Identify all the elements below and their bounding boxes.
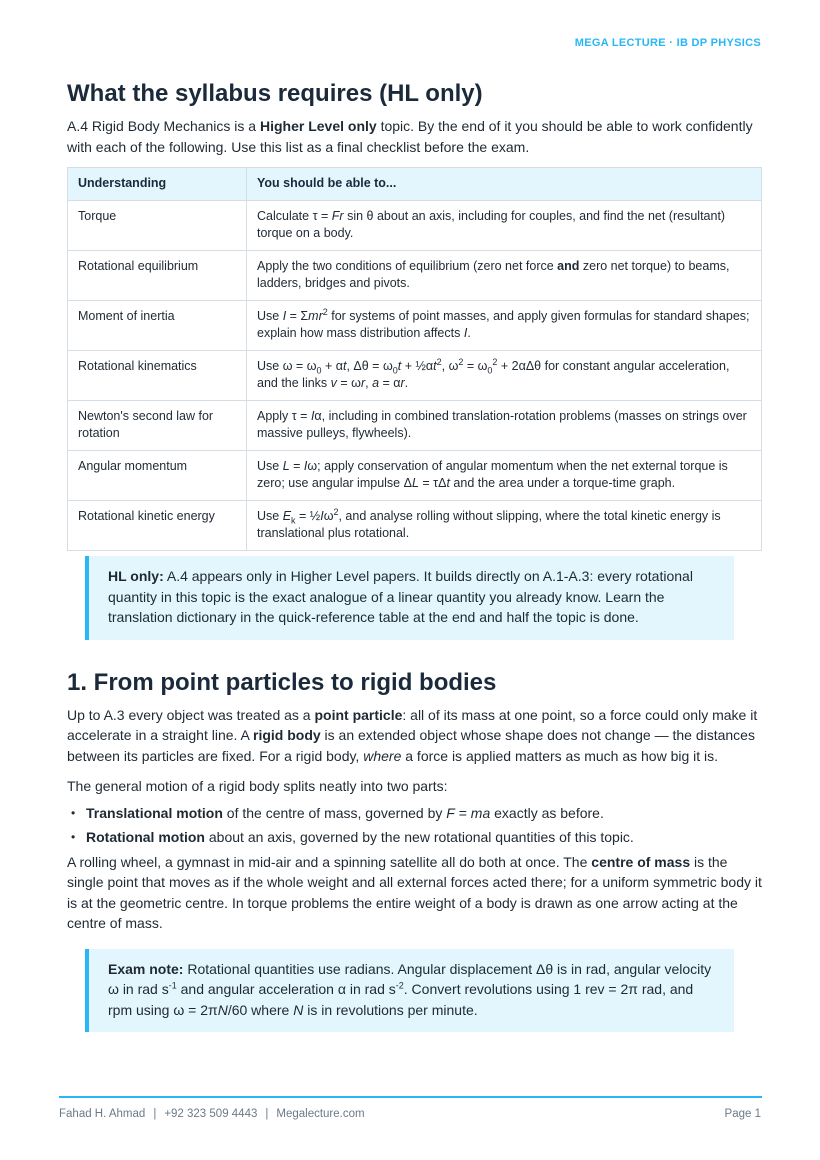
table-cell-topic: Moment of inertia — [68, 301, 247, 351]
table-cell-topic: Rotational kinetic energy — [68, 501, 247, 551]
table-row — [68, 501, 762, 551]
table-cell-topic: Rotational equilibrium — [68, 251, 247, 301]
table-header-row — [68, 168, 762, 201]
table-cell-requirement: Use I = Σmr$^2$ for systems of point masses, and apply given formulas for standard shapes; explain how mass distribution affects I. — [247, 301, 762, 351]
table-row — [68, 251, 762, 301]
table-cell-requirement: Use $\omega = \omega_0 + \alpha t$, $\Delta\theta = \omega_0t$ + $\frac{1}{2}\alpha t^2$, $\omega^2 = \omega_0^2 + 2\alpha\Delta\theta$ for constant angular acceleration, and the links v = ωr, a = αr. — [247, 351, 762, 401]
motion-list — [67, 803, 762, 848]
table-row — [68, 301, 762, 351]
table-cell-requirement: Apply the two conditions of equilibrium (zero net force and zero net torque) to beams, ladders, bridges and pivots. — [247, 251, 762, 301]
section-1-paragraph-3: A rolling wheel, a gymnast in mid-air and a spinning satellite all do both at once. The centre of mass is the single point that moves as if the whole weight and all external forces acted there; for a uniform symmetric body it is at the geometric centre. In torque problems the entire weight of a body is drawn as one arrow acting at the centre of mass. — [67, 853, 762, 931]
table-cell-topic: Torque — [68, 201, 247, 251]
section-1-heading: 1. From point particles to rigid bodies — [67, 668, 497, 696]
footer-page-number: Page 1 — [724, 1108, 761, 1120]
footer-site: Megalecture.com — [276, 1108, 365, 1120]
page-content — [67, 78, 762, 1032]
hl-only-callout: HL only: A.4 appears only in Higher Level papers. It builds directly on A.1-A.3: every rotational quantity in this topic is the exact analogue of a linear quantity you already know. Learn the translation dictionary in the quick-reference table at the end and half the topic is done. — [85, 556, 734, 640]
table-cell-topic: Rotational kinematics — [68, 351, 247, 401]
table-cell-topic: Angular momentum — [68, 451, 247, 501]
syllabus-table — [67, 167, 762, 551]
syllabus-heading: What the syllabus requires (HL only) — [67, 80, 483, 107]
footer-contact: Fahad H. Ahmad | +92 323 509 4443 | Megalecture.com — [59, 1108, 365, 1120]
exam-note-callout: Exam note: Rotational quantities use radians. Angular displacement Δθ is in rad, angular velocity ω in rad $s^{-1}$ and angular acceleration α in rad $s^{-2}$. Convert revolutions using 1 rev = 2π rad, and rpm using ω = 2πN/60 where N is in revolutions per minute. — [85, 949, 734, 1033]
table-cell-requirement: Use L = Iω; apply conservation of angular momentum when the net external torque is zero; use angular impulse ΔL = τΔt and the area under a torque-time graph. — [247, 451, 762, 501]
table-row — [68, 401, 762, 451]
section-1-paragraph-2: The general motion of a rigid body splits neatly into two parts: — [67, 778, 448, 794]
table-cell-requirement: Use $E_k$ = $\frac{1}{2}I\omega^2$, and analyse rolling without slipping, where the total kinetic energy is translational plus rotational. — [247, 501, 762, 551]
list-item: • Translational motion of the centre of mass, governed by F = ma exactly as before. — [67, 803, 762, 824]
table-row — [68, 351, 762, 401]
table-cell-topic: Newton's second law for rotation — [68, 401, 247, 451]
table-header-able-to: You should be able to... — [247, 168, 762, 201]
table-cell-requirement: Apply τ = Iα, including in combined translation-rotation problems (masses on strings over massive pulleys, flywheels). — [247, 401, 762, 451]
table-header-understanding: Understanding — [68, 168, 247, 201]
table-row — [68, 451, 762, 501]
header-brand: MEGA LECTURE · IB DP PHYSICS — [574, 37, 761, 49]
footer-divider — [59, 1096, 762, 1098]
section-1-paragraph-1: Up to A.3 every object was treated as a point particle: all of its mass at one point, so a force could only make it accelerate in a straight line. A rigid body is an extended object whose shape does not change — the distances between its particles are fixed. For a rigid body, where a force is applied matters as much as how big it is. — [67, 706, 758, 764]
syllabus-intro: A.4 Rigid Body Mechanics is a Higher Level only topic. By the end of it you should be able to work confidently with each of the following. Use this list as a final checklist before the exam. — [67, 118, 753, 155]
table-row — [68, 201, 762, 251]
list-item: • Rotational motion about an axis, governed by the new rotational quantities of this topic. — [67, 827, 762, 848]
footer-phone: +92 323 509 4443 — [164, 1108, 258, 1120]
table-cell-requirement: Calculate τ = Fr sin θ about an axis, including for couples, and find the net (resultant) torque on a body. — [247, 201, 762, 251]
footer-author: Fahad H. Ahmad — [59, 1108, 146, 1120]
